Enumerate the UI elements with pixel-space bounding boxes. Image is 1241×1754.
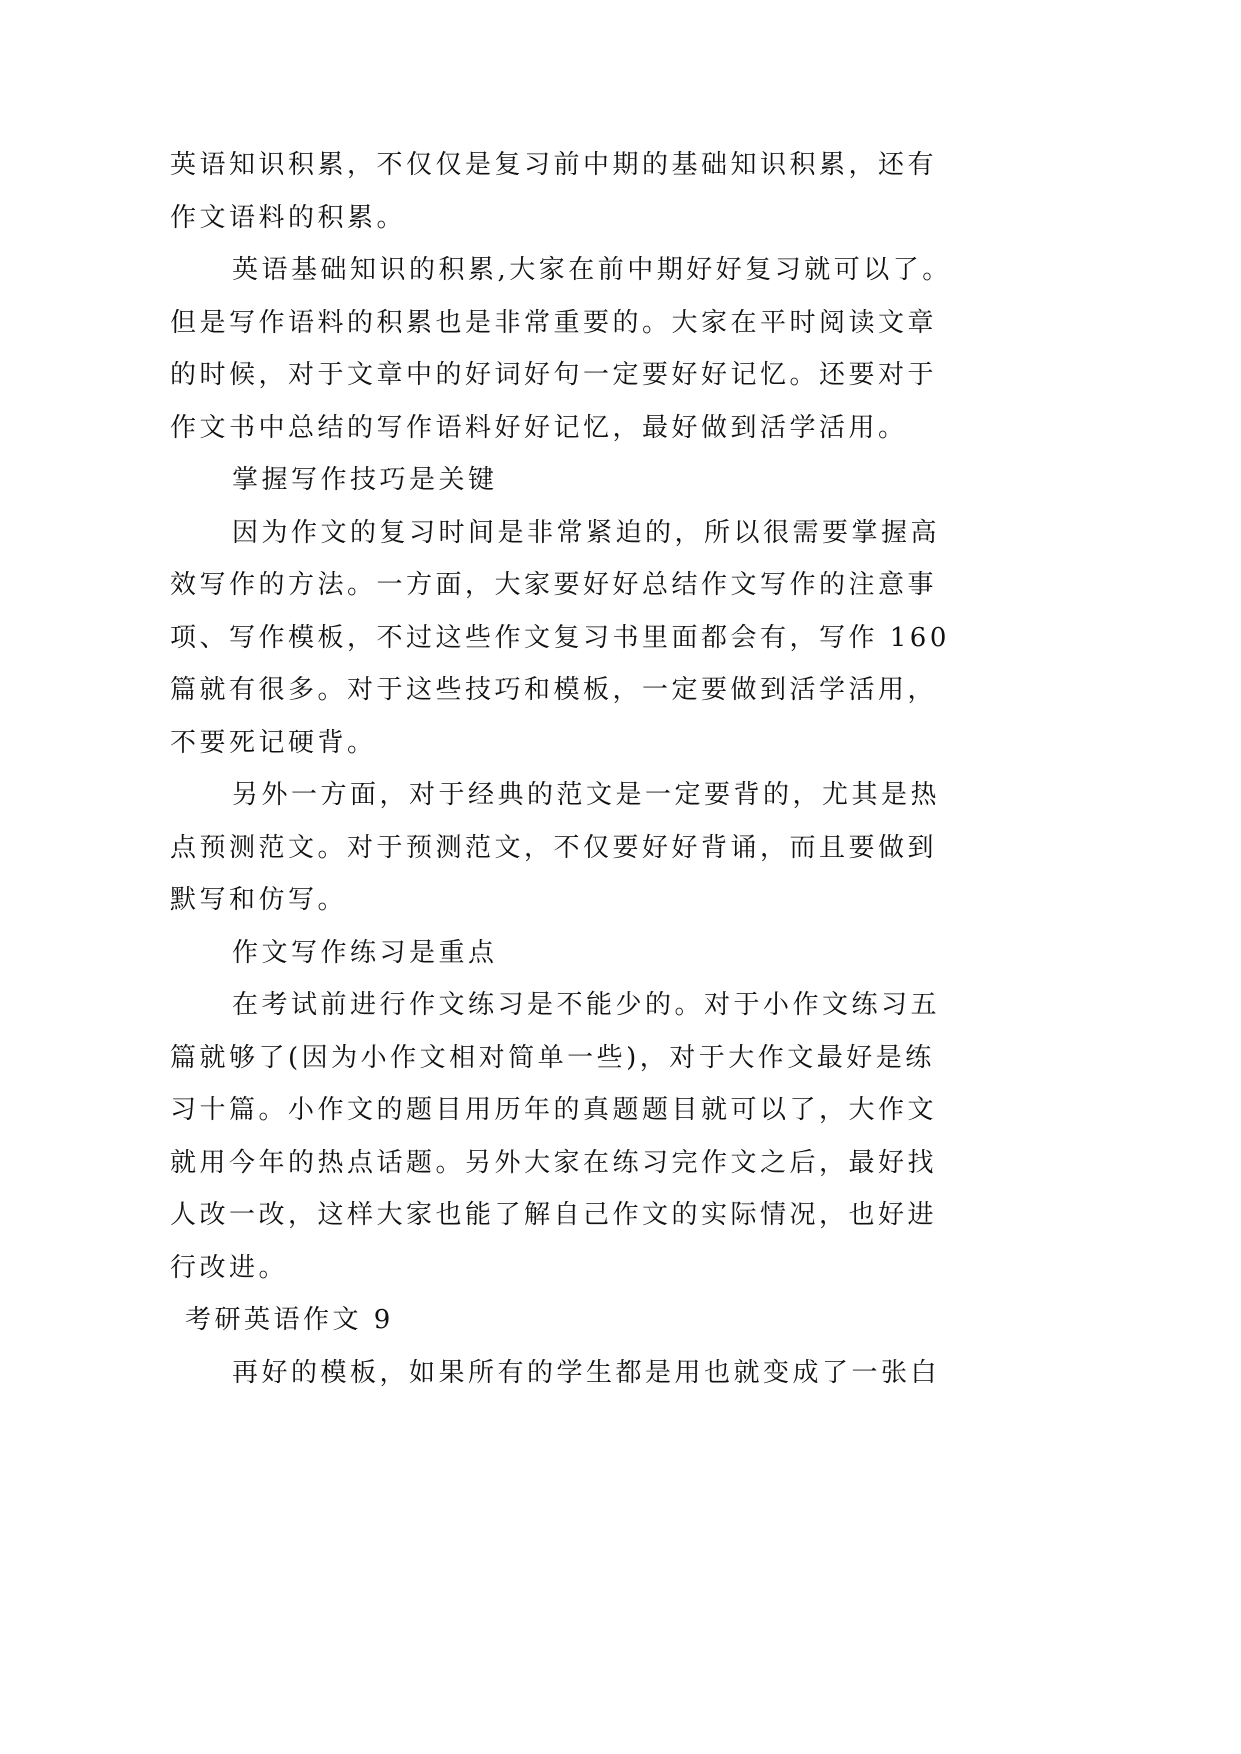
document-heading-text: 考研英语作文 9 — [185, 1305, 394, 1335]
paragraph — [170, 244, 1070, 454]
text-line: 篇就够了(因为小作文相对简单一些)，对于大作文最好是练 — [170, 1042, 935, 1073]
text-line: 篇就有很多。对于这些技巧和模板，一定要做到活学活用， — [170, 675, 938, 705]
text-line: 人改一改，这样大家也能了解自己作文的实际情况，也好进 — [170, 1200, 938, 1230]
text-line: 习十篇。小作文的题目用历年的真题题目就可以了，大作文 — [170, 1095, 938, 1125]
paragraph — [170, 769, 1070, 927]
document-page — [170, 139, 1070, 1399]
text-line: 行改进。 — [170, 1252, 289, 1283]
text-line: 的时候，对于文章中的好词好句一定要好好记忆。还要对于 — [170, 360, 938, 390]
text-line: 另外一方面，对于经典的范文是一定要背的，尤其是热 — [232, 780, 941, 810]
section-heading-text: 掌握写作技巧是关键 — [232, 465, 498, 495]
text-line: 因为作文的复习时间是非常紧迫的，所以很需要掌握高 — [232, 517, 941, 548]
paragraph — [170, 979, 1070, 1294]
document-heading — [170, 1294, 1070, 1347]
section-heading — [170, 927, 1070, 980]
section-heading — [170, 454, 1070, 507]
text-line: 不要死记硬背。 — [170, 727, 377, 758]
section-heading-text: 作文写作练习是重点 — [232, 937, 498, 968]
text-line: 再好的模板，如果所有的学生都是用也就变成了一张白 — [232, 1357, 941, 1388]
text-line: 点预测范文。对于预测范文，不仅要好好背诵，而且要做到 — [170, 832, 938, 863]
text-line: 作文书中总结的写作语料好好记忆，最好做到活学活用。 — [170, 412, 908, 443]
paragraph — [170, 507, 1070, 770]
text-line: 默写和仿写。 — [170, 885, 348, 915]
text-line: 英语基础知识的积累,大家在前中期好好复习就可以了。 — [232, 255, 952, 285]
paragraph — [170, 1347, 1070, 1400]
paragraph — [170, 139, 1070, 244]
text-line: 就用今年的热点话题。另外大家在练习完作文之后，最好找 — [170, 1147, 938, 1178]
text-line: 项、写作模板，不过这些作文复习书里面都会有，写作 160 — [170, 622, 950, 653]
text-line: 作文语料的积累。 — [170, 202, 407, 233]
text-line: 但是写作语料的积累也是非常重要的。大家在平时阅读文章 — [170, 307, 938, 338]
text-line: 英语知识积累，不仅仅是复习前中期的基础知识积累，还有 — [170, 150, 938, 180]
text-line: 在考试前进行作文练习是不能少的。对于小作文练习五 — [232, 990, 941, 1020]
text-line: 效写作的方法。一方面，大家要好好总结作文写作的注意事 — [170, 570, 938, 600]
